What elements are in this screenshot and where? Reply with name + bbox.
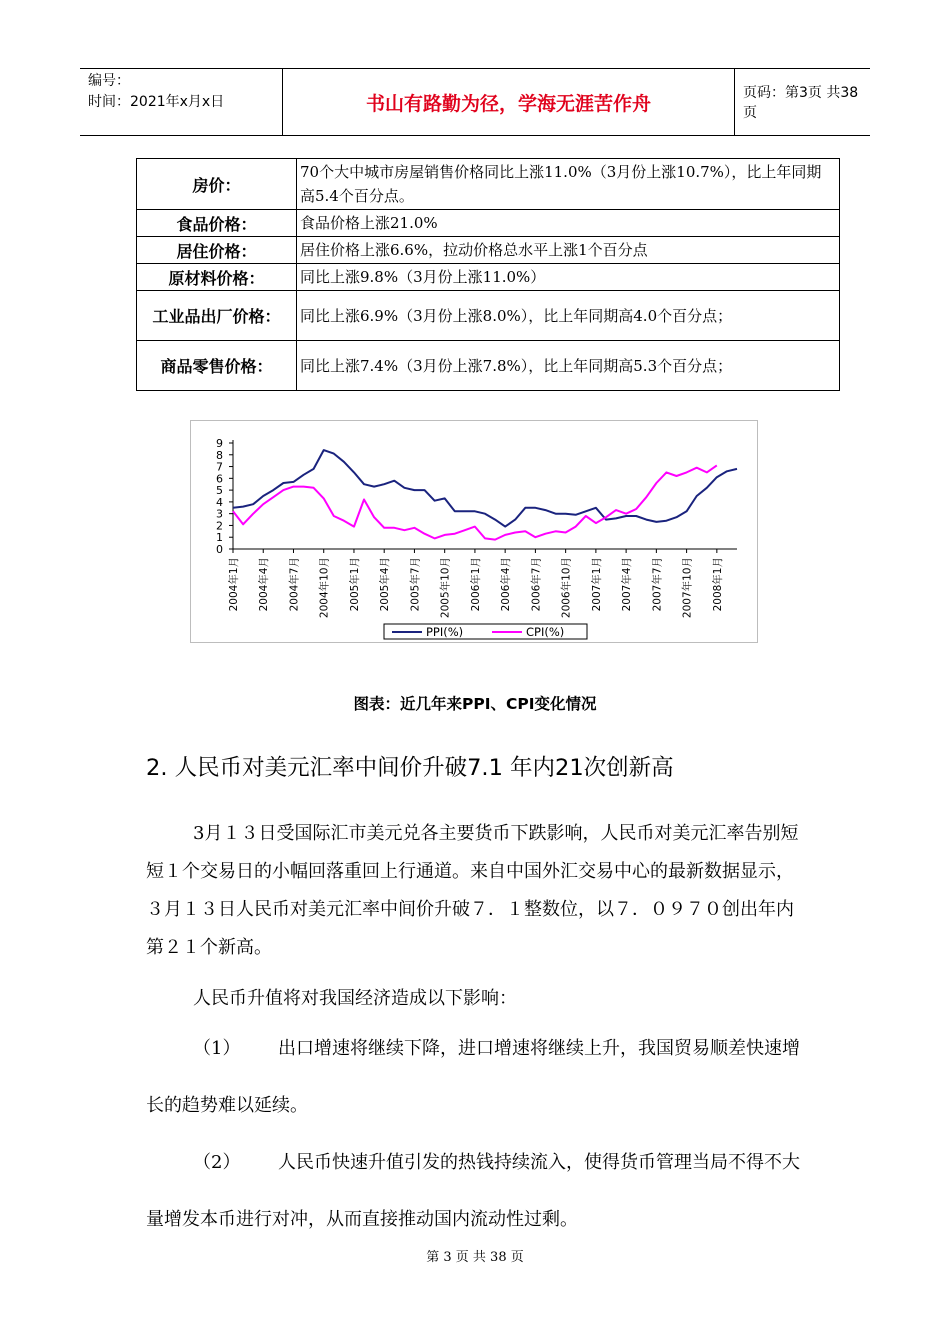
table-key: 居住价格： [137,237,297,264]
x-tick-label: 2005年10月 [439,557,452,619]
list-item-text: 人民币快速升值引发的热钱持续流入，使得货币管理当局不得不大量增发本币进行对冲，从而直接推动国内流动性过剩。 [146,1152,800,1230]
y-tick-label: 7 [216,460,223,474]
table-value: 70个大中城市房屋销售价格同比上涨11.0%（3月份上涨10.7%），比上年同期高5.4个百分点。 [297,159,840,210]
x-tick-label: 2007年4月 [621,557,634,612]
x-tick-label: 2007年7月 [651,557,664,612]
x-tick-label: 2005年1月 [348,557,361,612]
section-title: 2. 人民币对美元汇率中间价升破7.1 年内21次创新高 [146,755,674,781]
x-tick-label: 2004年4月 [258,557,271,612]
time-label: 时间：2021年x月x日 [88,94,225,110]
table-value: 同比上涨7.4%（3月份上涨7.8%），比上年同期高5.3个百分点； [297,341,840,391]
table-row [137,291,840,341]
table-row [137,341,840,391]
table-key: 商品零售价格： [137,341,297,391]
y-tick-label: 9 [216,437,223,450]
legend-label: PPI(%) [426,625,464,639]
page-footer: 第 3 页 共 38 页 [426,1250,524,1265]
table-row [137,237,840,264]
list-item-number: （1） [193,1038,241,1059]
paragraph-1: 3月１３日受国际汇市美元兑各主要货币下跌影响，人民币对美元汇率告别短短１个交易日的小幅回落重回上行通道。来自中国外汇交易中心的最新数据显示，３月１３日人民币对美元汇率中间价升破７．１整数位，以７．０９７０创出年内第２１个新高。 [146,823,799,958]
y-tick-label: 5 [216,484,223,498]
y-tick-label: 1 [216,531,223,545]
x-tick-label: 2005年7月 [409,557,422,612]
x-tick-label: 2006年7月 [530,557,543,612]
series-line-cpi [233,465,717,539]
x-tick-label: 2006年4月 [500,557,513,612]
x-tick-label: 2004年10月 [318,557,331,619]
y-tick-label: 2 [216,519,223,533]
page-header [80,68,870,136]
number-label: 编号： [88,73,130,89]
x-tick-label: 2007年1月 [590,557,603,612]
list-item-text: 出口增速将继续下降，进口增速将继续上升，我国贸易顺差快速增长的趋势难以延续。 [146,1038,800,1116]
price-table [136,158,840,391]
x-tick-label: 2007年10月 [681,557,694,619]
header-motto: 书山有路勤为径，学海无涯苦作舟 [283,69,735,135]
table-key: 工业品出厂价格： [137,291,297,341]
table-value: 食品价格上涨21.0% [297,210,840,237]
header-page-info: 页码：第3页 共38页 [743,85,859,121]
list-item [146,1020,806,1134]
x-tick-label: 2005年4月 [379,557,392,612]
x-tick-label: 2008年1月 [711,557,724,612]
table-row [137,264,840,291]
list-item-number: （2） [193,1152,241,1173]
table-key: 房价： [137,159,297,210]
y-tick-label: 0 [216,543,223,556]
y-tick-label: 3 [216,507,223,521]
table-value: 同比上涨9.8%（3月份上涨11.0%） [297,264,840,291]
x-tick-label: 2004年7月 [288,557,301,612]
y-tick-label: 4 [216,495,223,509]
y-tick-label: 8 [216,448,223,462]
table-value: 居住价格上涨6.6%，拉动价格总水平上涨1个百分点 [297,237,840,264]
legend-label: CPI(%) [526,625,565,639]
table-row [137,159,840,210]
list-item [146,1134,806,1248]
table-key: 原材料价格： [137,264,297,291]
header-meta [80,69,283,135]
x-tick-label: 2004年1月 [228,557,240,612]
table-row [137,210,840,237]
x-tick-label: 2006年10月 [560,557,573,619]
series-line-ppi [233,450,737,526]
y-tick-label: 6 [216,472,223,486]
paragraph-2: 人民币升值将对我国经济造成以下影响： [193,988,517,1009]
table-key: 食品价格： [137,210,297,237]
table-value: 同比上涨6.9%（3月份上涨8.0%），比上年同期高4.0个百分点； [297,291,840,341]
chart-svg [191,421,757,642]
ppi-cpi-chart [190,420,758,643]
x-tick-label: 2006年1月 [469,557,482,612]
chart-caption: 图表：近几年来PPI、CPI变化情况 [353,695,597,713]
